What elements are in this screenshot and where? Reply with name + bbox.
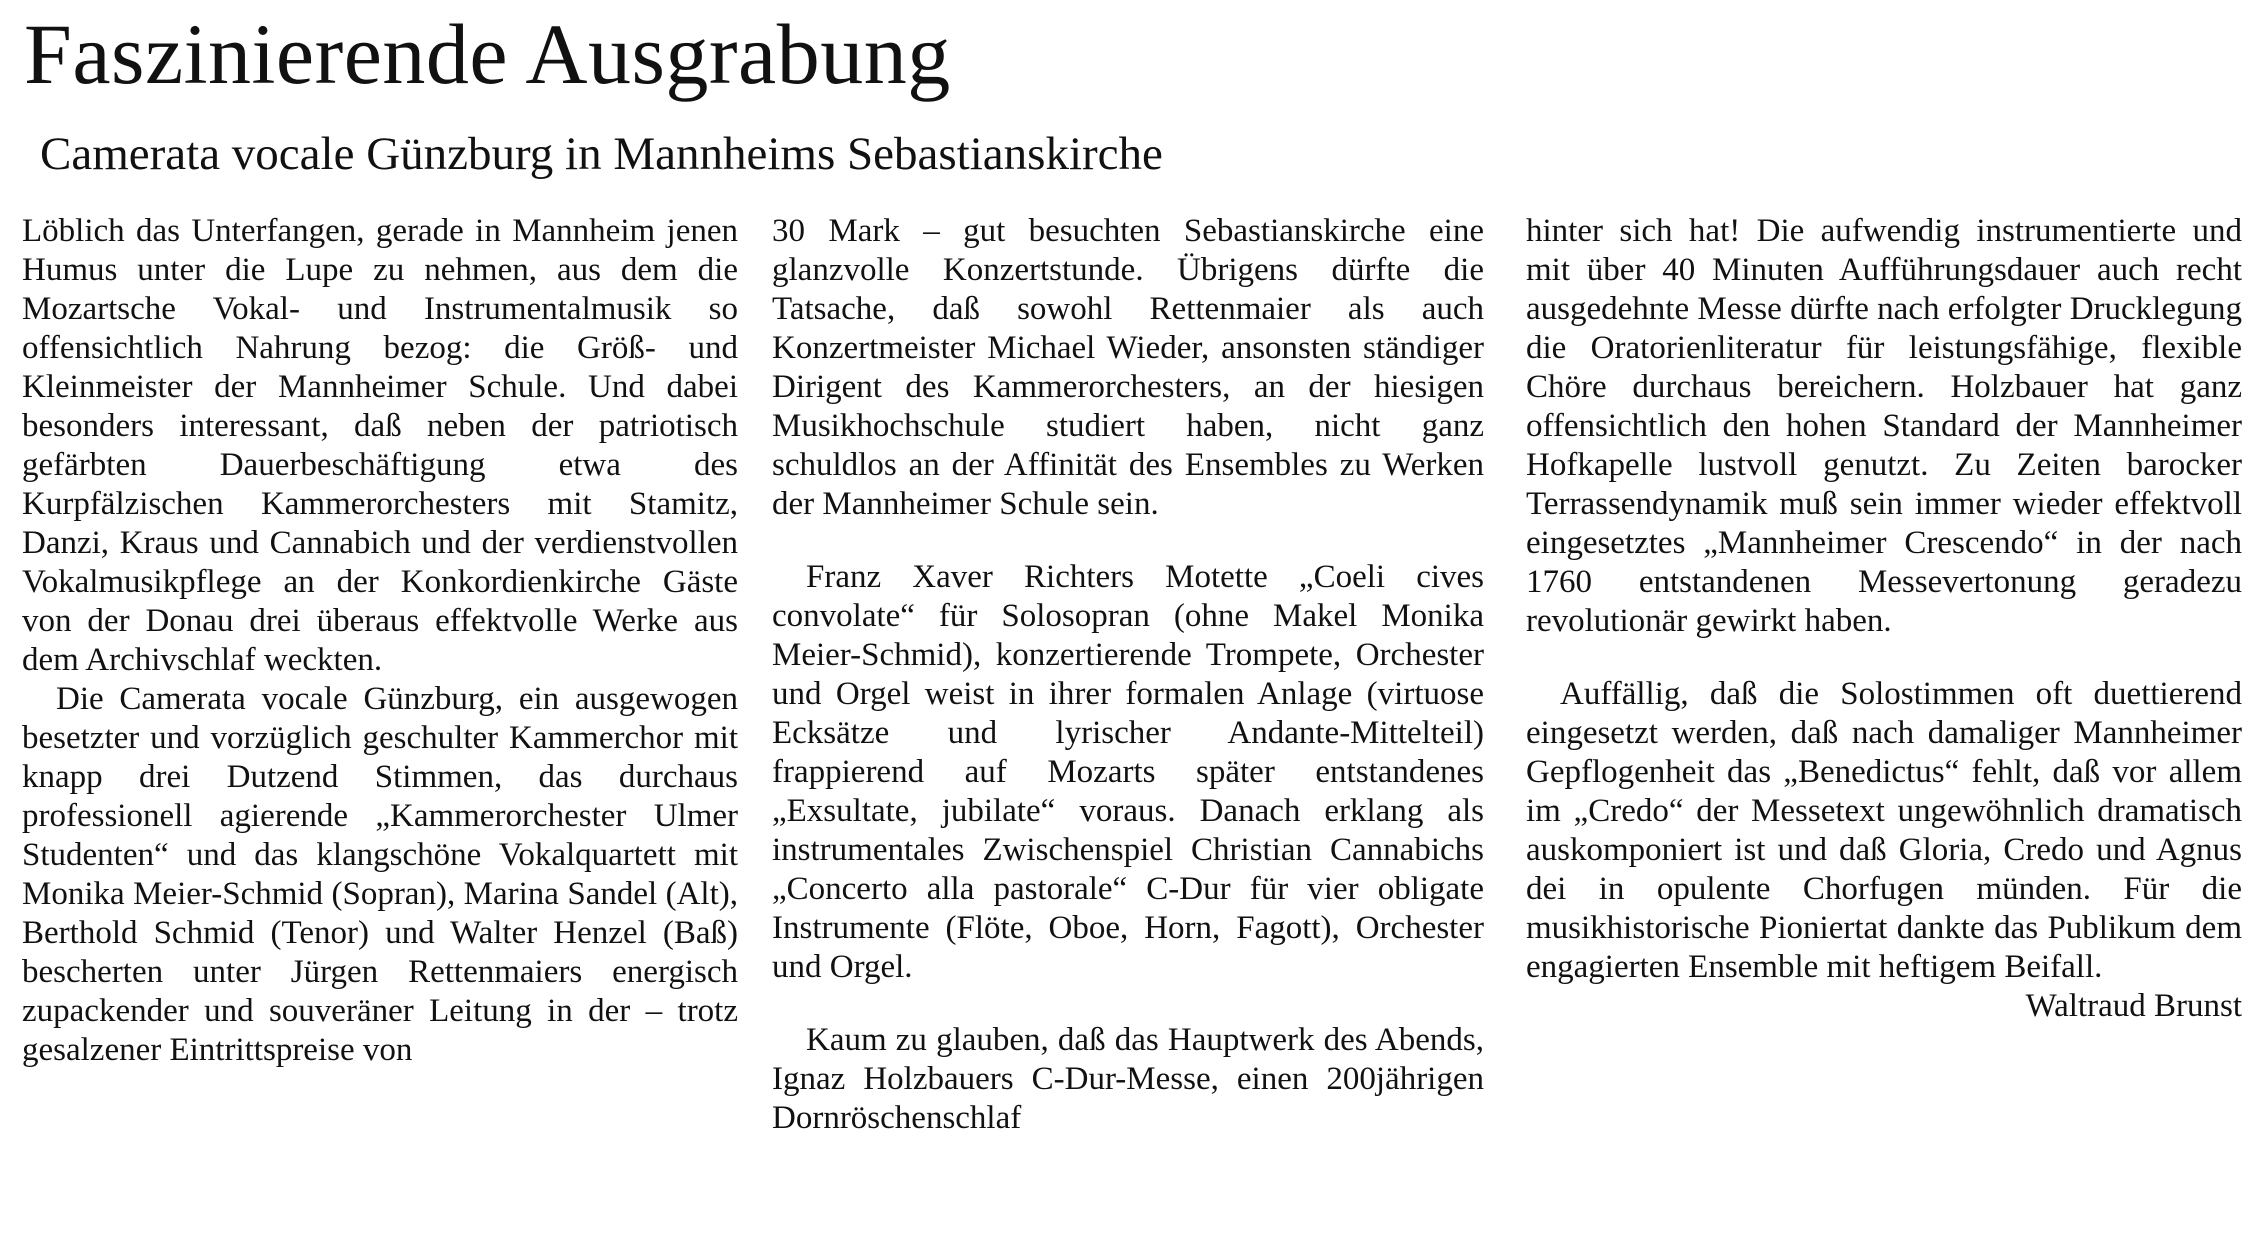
paragraph-5: Kaum zu glauben, daß das Hauptwerk des Abends, Ignaz Holzbauers C-Dur-Messe, einen 200jährigen Dornröschenschlaf: [772, 1022, 1484, 1136]
article-column-1: [22, 212, 738, 1070]
author-byline: Waltraud Brunst: [2025, 988, 2242, 1024]
article-column-3: [1526, 212, 2242, 1026]
paragraph-1: Löblich das Unterfangen, gerade in Mannheim jenen Humus unter die Lupe zu nehmen, aus dem die Mozartsche Vokal- und Instrumentalmusik so offensichtlich Nahrung bezog: die Größ- und Kleinmeister der Mannheimer Schule. Und dabei besonders interessant, daß neben der patriotisch gefärbten Dauerbeschäftigung etwa des Kurpfälzischen Kammerorchesters mit Stamitz, Danzi, Kraus und Cannabich und der verdienstvollen Vokalmusikpflege an der Konkordienkirche Gäste von der Donau drei überaus effektvolle Werke aus dem Archivschlaf weckten.: [22, 213, 738, 678]
paragraph-4: Franz Xaver Richters Motette „Coeli cives convolate“ für Solosopran (ohne Makel Monika Meier-Schmid), konzertierende Trompete, Orchester und Orgel weist in ihrer formalen Anlage (virtuose Ecksätze und lyrischer Andante-Mittelteil) frappierend auf Mozarts später entstandenes „Exsultate, jubilate“ voraus. Danach erklang als instrumentales Zwischenspiel Christian Cannabichs „Concerto alla pastorale“ C-Dur für vier obligate Instrumente (Flöte, Oboe, Horn, Fagott), Orchester und Orgel.: [772, 559, 1484, 985]
paragraph-2: Die Camerata vocale Günzburg, ein ausgewogen besetzter und vorzüglich geschulter Kammerchor mit knapp drei Dutzend Stimmen, das durchaus professionell agierende „Kammerorchester Ulmer Studenten“ und das klangschöne Vokalquartett mit Monika Meier-Schmid (Sopran), Marina Sandel (Alt), Berthold Schmid (Tenor) und Walter Henzel (Baß) bescherten unter Jürgen Rettenmaiers energisch zupackender und souveräner Leitung in der – trotz gesalzener Eintrittspreise von: [22, 681, 738, 1068]
paragraph-6: hinter sich hat! Die aufwendig instrumentierte und mit über 40 Minuten Aufführungsdauer auch recht ausgedehnte Messe dürfte nach erfolgter Drucklegung die Oratorienliteratur für leistungsfähige, flexible Chöre durchaus bereichern. Holzbauer hat ganz offensichtlich den hohen Standard der Mannheimer Hofkapelle lustvoll genutzt. Zu Zeiten barocker Terrassendynamik muß sein immer wieder effektvoll eingesetztes „Mannheimer Crescendo“ in der nach 1760 entstandenen Messevertonung geradezu revolutionär gewirkt haben.: [1526, 213, 2242, 639]
paragraph-7: Auffällig, daß die Solostimmen oft duettierend eingesetzt werden, daß nach damaliger Mannheimer Gepflogenheit das „Benedictus“ fehlt, daß vor allem im „Credo“ der Messetext ungewöhnlich dramatisch auskomponiert ist und daß Gloria, Credo und Agnus dei in opulente Chorfugen münden. Für die musikhistorische Pioniertat dankte das Publikum dem engagierten Ensemble mit heftigem Beifall.: [1526, 676, 2242, 985]
subheadline: Camerata vocale Günzburg in Mannheims Sebastianskirche: [40, 128, 1163, 180]
article-column-2: [772, 212, 1484, 1138]
paragraph-3: 30 Mark – gut besuchten Sebastianskirche eine glanzvolle Konzertstunde. Übrigens dürfte die Tatsache, daß sowohl Rettenmaier als auch Konzertmeister Michael Wieder, ansonsten ständiger Dirigent des Kammerorchesters, an der hiesigen Musikhochschule studiert haben, nicht ganz schuldlos an der Affinität des Ensembles zu Werken der Mannheimer Schule sein.: [772, 213, 1484, 522]
headline: Faszinierende Ausgrabung: [24, 6, 951, 102]
